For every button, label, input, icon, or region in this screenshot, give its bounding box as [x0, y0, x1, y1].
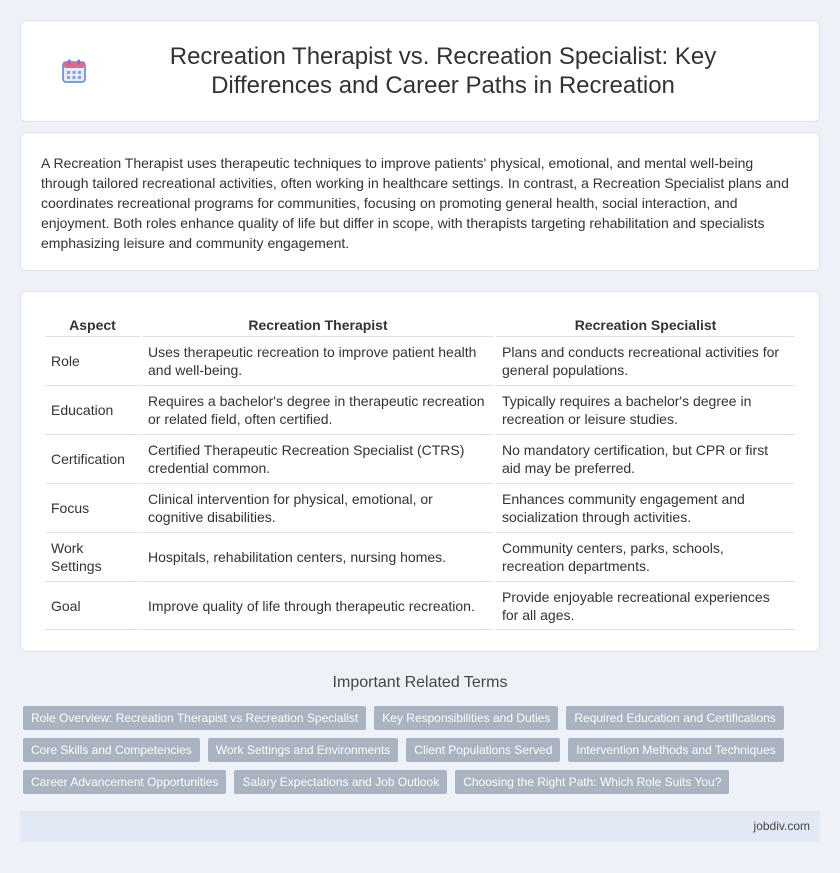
row-specialist: Enhances community engagement and socialization through activities. — [496, 483, 795, 532]
row-specialist: Plans and conducts recreational activities for general populations. — [496, 336, 795, 385]
related-term-tag[interactable]: Required Education and Certifications — [566, 706, 783, 730]
row-therapist: Certified Therapeutic Recreation Specialist (CTRS) credential common. — [142, 434, 494, 483]
row-aspect: Certification — [45, 434, 140, 483]
row-therapist: Hospitals, rehabilitation centers, nursing homes. — [142, 532, 494, 581]
related-term-tag[interactable]: Career Advancement Opportunities — [23, 770, 226, 794]
table-row — [45, 336, 795, 385]
table-row — [45, 532, 795, 581]
related-term-tag[interactable]: Intervention Methods and Techniques — [568, 738, 783, 762]
row-aspect: Focus — [45, 483, 140, 532]
row-aspect: Goal — [45, 581, 140, 630]
row-specialist: Provide enjoyable recreational experiences for all ages. — [496, 581, 795, 630]
table-row — [45, 434, 795, 483]
footer — [20, 811, 820, 842]
comparison-table — [43, 304, 797, 630]
row-aspect: Education — [45, 385, 140, 434]
related-terms-list — [23, 706, 813, 794]
footer-site-link[interactable]: jobdiv.com — [753, 819, 810, 833]
intro-card — [20, 132, 820, 271]
row-therapist: Requires a bachelor's degree in therapeutic recreation or related field, often certified. — [142, 385, 494, 434]
row-therapist: Uses therapeutic recreation to improve patient health and well-being. — [142, 336, 494, 385]
header-aspect: Aspect — [69, 317, 116, 333]
related-term-tag[interactable]: Client Populations Served — [406, 738, 560, 762]
related-term-tag[interactable]: Work Settings and Environments — [208, 738, 399, 762]
intro-paragraph: A Recreation Therapist uses therapeutic techniques to improve patients' physical, emotional, and mental well-being through tailored recreational activities, often working in healthcare settings. In contrast, a Recreation Specialist plans and coordinates recreational programs for communities, focusing on promoting general health, social interaction, and enjoyment. Both roles enhance quality of life but differ in scope, with therapists targeting rehabilitation and specialists emphasizing leisure and community engagement. — [41, 155, 789, 251]
table-header-row — [45, 304, 795, 336]
comparison-table-card — [20, 291, 820, 652]
row-therapist: Clinical intervention for physical, emotional, or cognitive disabilities. — [142, 483, 494, 532]
row-aspect: Work Settings — [45, 532, 140, 581]
table-row — [45, 385, 795, 434]
row-therapist: Improve quality of life through therapeutic recreation. — [142, 581, 494, 630]
table-row — [45, 581, 795, 630]
header-therapist: Recreation Therapist — [248, 317, 388, 333]
calendar-icon — [61, 58, 87, 84]
header-specialist: Recreation Specialist — [574, 317, 717, 333]
row-specialist: No mandatory certification, but CPR or first aid may be preferred. — [496, 434, 795, 483]
related-terms-title: Important Related Terms — [332, 674, 508, 691]
row-specialist: Community centers, parks, schools, recreation departments. — [496, 532, 795, 581]
page-title: Recreation Therapist vs. Recreation Specialist: Key Differences and Career Paths in Recreation — [169, 43, 717, 99]
row-specialist: Typically requires a bachelor's degree in recreation or leisure studies. — [496, 385, 795, 434]
related-term-tag[interactable]: Salary Expectations and Job Outlook — [234, 770, 447, 794]
related-term-tag[interactable]: Role Overview: Recreation Therapist vs Recreation Specialist — [23, 706, 366, 730]
related-term-tag[interactable]: Core Skills and Competencies — [23, 738, 200, 762]
table-row — [45, 483, 795, 532]
related-term-tag[interactable]: Choosing the Right Path: Which Role Suits You? — [455, 770, 729, 794]
related-term-tag[interactable]: Key Responsibilities and Duties — [374, 706, 558, 730]
header-card — [20, 20, 820, 122]
row-aspect: Role — [45, 336, 140, 385]
